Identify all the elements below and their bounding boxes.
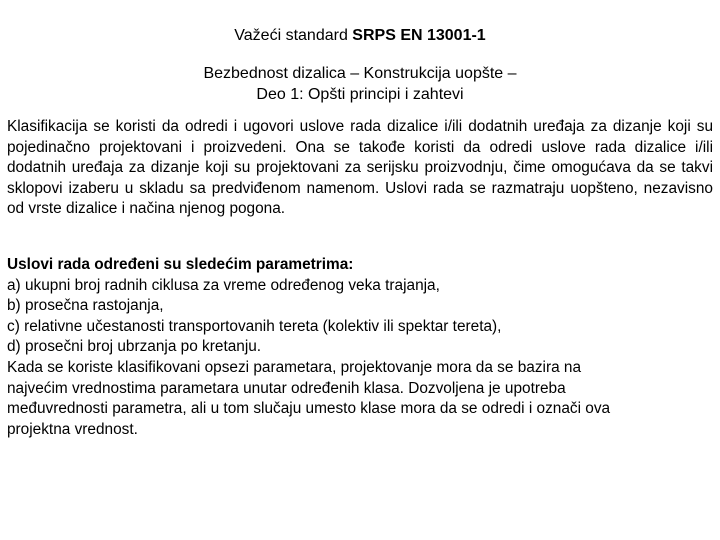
standard-reference [0, 26, 720, 46]
closing-line-4: projektna vrednost. [7, 420, 138, 438]
title-line-1: Bezbednost dizalica – Konstrukcija uopšte – [203, 65, 517, 82]
closing-line-1: Kada se koriste klasifikovani opsezi parametara, projektovanje mora da se bazira na [7, 358, 582, 376]
conditions-heading: Uslovi rada određeni su sledećim parametrima: [7, 256, 354, 273]
title-line-2: Deo 1: Opšti principi i zahtevi [256, 86, 464, 103]
condition-item-c: c) relativne učestanosti transportovanih tereta (kolektiv ili spektar tereta), [7, 317, 502, 335]
standard-code: SRPS EN 13001-1 [352, 27, 486, 44]
standard-prefix: Važeći standard [234, 27, 353, 44]
condition-item-d: d) prosečni broj ubrzanja po kretanju. [7, 338, 262, 356]
closing-line-2: najvećim vrednostima parametara unutar određenih klasa. Dozvoljena je upotreba [7, 379, 566, 397]
intro-paragraph: Klasifikacija se koristi da odredi i ugovori uslove rada dizalice i/ili dodatnih uređaja za dizanje koji su pojedinačno projektovani i proizvedeni. Ona se takođe koristi da odredi uslove rada dizalice i/ili dodatnih uređaja za dizanje koji su projektovani za serijsku proizvodnju, čime omogućava da se takvi sklopovi izaberu u skladu sa predviđenom namenom. Uslovi rada se razmatraju uopšteno, nezavisno od vrste dizalice i načina njenog pogona. [7, 118, 713, 218]
document-title [0, 63, 720, 105]
condition-item-b: b) prosečna rastojanja, [7, 297, 164, 315]
closing-line-3: međuvrednosti parametra, ali u tom slučaju umesto klase mora da se odredi i označi ova [7, 400, 611, 418]
condition-item-a: a) ukupni broj radnih ciklusa za vreme određenog veka trajanja, [7, 276, 440, 294]
conditions-section [7, 255, 717, 440]
